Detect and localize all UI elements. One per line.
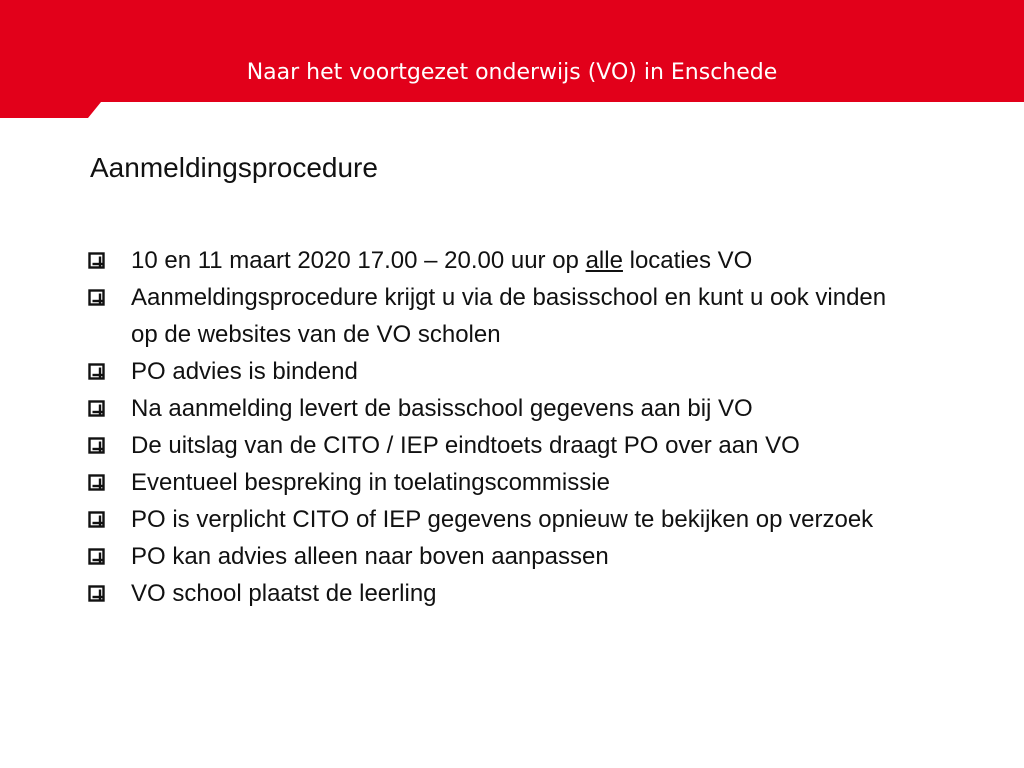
bullet-text: VO school plaatst de leerling (131, 580, 437, 607)
checkbox-square-icon (88, 289, 105, 306)
list-item (88, 279, 1018, 353)
bullet-text: PO advies is bindend (131, 358, 358, 385)
bullet-text: locaties VO (622, 247, 753, 274)
bullet-text: De uitslag van de CITO / IEP eindtoets draagt PO over aan VO (131, 432, 800, 459)
bullet-text: 10 en 11 maart 2020 17.00 – 20.00 uur op (131, 247, 586, 274)
list-item (88, 353, 1018, 390)
list-item (88, 575, 1018, 612)
bullet-list (88, 242, 1018, 612)
checkbox-square-icon (88, 363, 105, 380)
section-heading: Aanmeldingsprocedure (90, 152, 378, 183)
checkbox-square-icon (88, 400, 105, 417)
checkbox-square-icon (88, 548, 105, 565)
bullet-text: Aanmeldingsprocedure krijgt u via de basisschool en kunt u ook vinden (131, 284, 887, 311)
bullet-text: PO is verplicht CITO of IEP gegevens opnieuw te bekijken op verzoek (131, 506, 874, 533)
list-item (88, 464, 1018, 501)
bullet-text: Na aanmelding levert de basisschool gegevens aan bij VO (131, 395, 753, 422)
list-item (88, 390, 1018, 427)
list-item (88, 538, 1018, 575)
list-item (88, 427, 1018, 464)
bullet-text: PO kan advies alleen naar boven aanpassen (131, 543, 609, 570)
emphasis-text: alle (585, 247, 623, 274)
list-item (88, 501, 1018, 538)
checkbox-square-icon (88, 511, 105, 528)
list-item (88, 242, 1018, 279)
bullet-text: Eventueel bespreking in toelatingscommissie (131, 469, 610, 496)
header-title: Naar het voortgezet onderwijs (VO) in Enschede (246, 60, 778, 85)
bullet-text: op de websites van de VO scholen (131, 321, 501, 348)
checkbox-square-icon (88, 437, 105, 454)
checkbox-square-icon (88, 252, 105, 269)
checkbox-square-icon (88, 474, 105, 491)
checkbox-square-icon (88, 585, 105, 602)
